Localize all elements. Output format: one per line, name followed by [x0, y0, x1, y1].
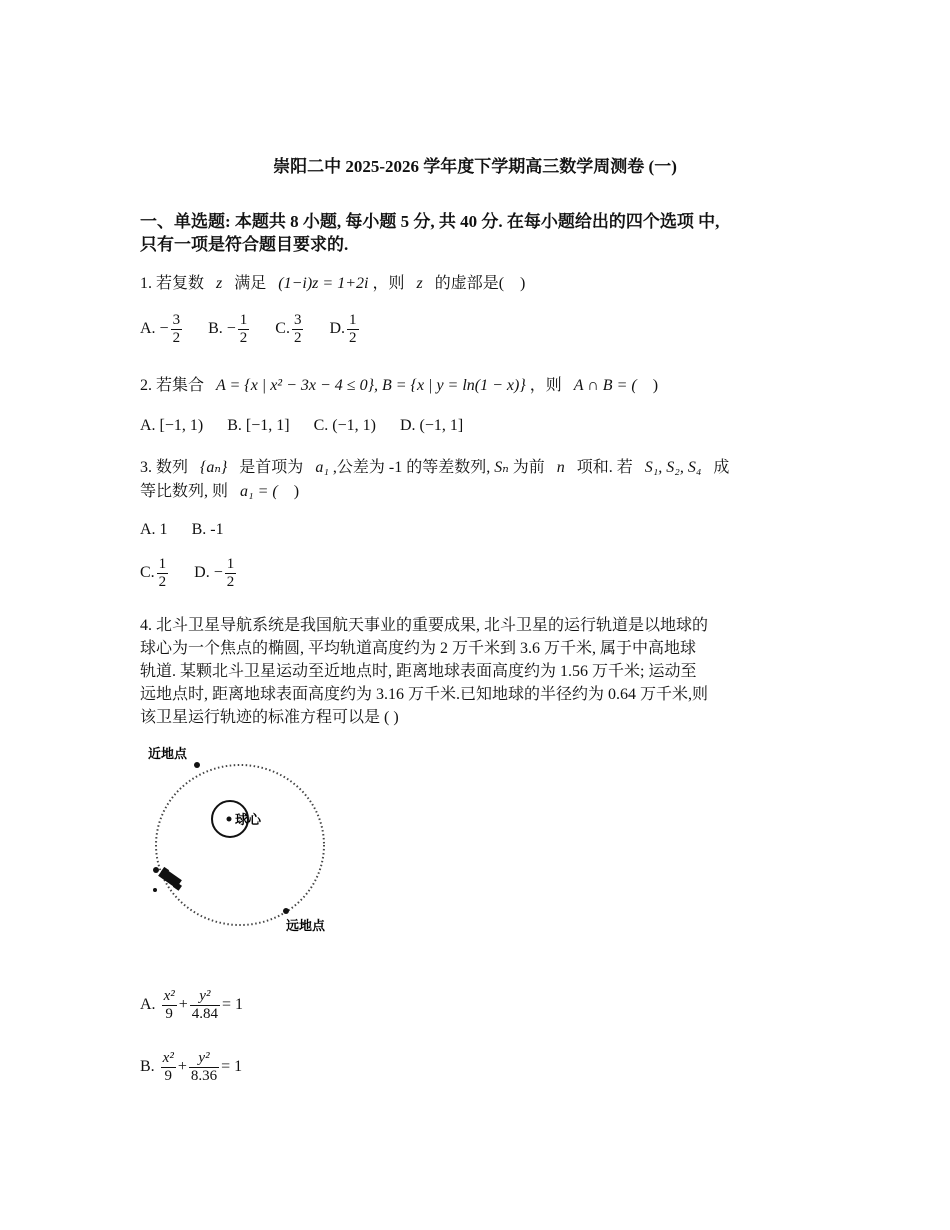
q1-text-b: 满足 [234, 275, 267, 292]
q2-option-d[interactable]: D. (−1, 1] [399, 417, 464, 434]
q3-option-b[interactable]: B. -1 [191, 521, 224, 538]
q3-option-d[interactable]: D. − $\frac{1}{2}$ [194, 556, 235, 590]
q4-line3: 轨道. 某颗北斗卫星运动至近地点时, 距离地球表面高度约为 1.56 万千米; 运动至 [140, 663, 697, 680]
q4-line1: 4. 北斗卫星导航系统是我国航天事业的重要成果, 北斗卫星的运行轨道是以地球的 [140, 617, 709, 634]
q1-option-b[interactable]: B. − $\frac{1}{2}$ [208, 312, 248, 346]
q3-option-c[interactable]: C. $\frac{1}{2}$ [140, 556, 167, 590]
q1-var: z [216, 275, 223, 292]
earth-center-dot [227, 817, 232, 822]
section-heading-line2: 只有一项是符合题目要求的. [140, 235, 349, 254]
section-heading [140, 210, 820, 256]
section-heading-line1: 一、单选题: 本题共 8 小题, 每小题 5 分, 共 40 分. 在每小题给出的四个选项 中, [140, 212, 720, 231]
q2-option-c[interactable]: C. (−1, 1) [313, 417, 376, 434]
q2-text-c: ) [652, 377, 659, 394]
perigee-dot [194, 762, 200, 768]
apogee-label: 远地点 [286, 919, 326, 934]
q4-line4: 远地点时, 距离地球表面高度约为 3.16 万千米.已知地球的半径约为 0.64 万千米,则 [140, 686, 709, 703]
q2-option-a[interactable]: A. [−1, 1) [140, 417, 204, 434]
satellite-icon [153, 867, 182, 892]
q1-var-2: z [416, 275, 423, 292]
question-2-options [140, 414, 820, 438]
q4-option-a[interactable]: A. $\frac{\text{x²}}{9}$ + $\frac{\text{y²}}{4.84}$ = 1 [140, 988, 244, 1022]
q2-sets: A = {x | x² − 3x − 4 ≤ 0}, B = {x | y = ln(1 − x)} [216, 377, 526, 394]
q1-option-a[interactable]: A. − $\frac{3}{2}$ [140, 312, 181, 346]
question-1-options [140, 312, 820, 347]
q1-option-d[interactable]: D. $\frac{1}{2}$ [329, 312, 357, 346]
q1-equation: (1−i)z = 1+2i [278, 275, 369, 292]
orbit-figure [140, 740, 360, 940]
q3-option-a[interactable]: A. 1 [140, 521, 168, 538]
q2-option-b[interactable]: B. [−1, 1] [227, 417, 290, 434]
q2-expression: A ∩ B = ( [573, 377, 637, 394]
center-label: 球心 [235, 813, 262, 828]
q1-text-a: 1. 若复数 [140, 275, 205, 292]
q3-line2: 等比数列, 则 a₁ = ( ) [140, 483, 300, 500]
q1-option-c[interactable]: C. $\frac{3}{2}$ [275, 312, 302, 346]
orbit-ellipse [156, 765, 324, 925]
question-3-stem [140, 456, 820, 504]
question-3-options-ab [140, 518, 820, 542]
question-1-stem [140, 272, 820, 296]
q4-option-b[interactable]: B. $\frac{\text{x²}}{9}$ + $\frac{\text{y²}}{8.36}$ = 1 [140, 1050, 243, 1084]
question-2-stem [140, 374, 820, 398]
q1-text-e: ) [520, 275, 526, 292]
q1-text-d: 的虚部是( [434, 275, 505, 292]
page-title: 崇阳二中 2025-2026 学年度下学期高三数学周测卷 (一) [273, 157, 677, 176]
q1-text-c: ，则 [372, 275, 405, 292]
perigee-label: 近地点 [148, 747, 188, 762]
question-3-options-cd [140, 556, 820, 591]
q2-text-b: ，则 [529, 377, 562, 394]
q3-line1: 3. 数列 {aₙ} 是首项为 a₁ ,公差为 -1 的等差数列, Sₙ 为前 n 项和. 若 S₁, S₂, S₄ 成 [140, 459, 730, 476]
question-4-stem [140, 614, 820, 729]
apogee-dot [283, 908, 289, 914]
q4-line2: 球心为一个焦点的椭圆, 平均轨道高度约为 2 万千米到 3.6 万千米, 属于中高地球 [140, 640, 697, 657]
q2-text-a: 2. 若集合 [140, 377, 205, 394]
q4-line5: 该卫星运行轨迹的标准方程可以是 ( ) [140, 709, 399, 726]
